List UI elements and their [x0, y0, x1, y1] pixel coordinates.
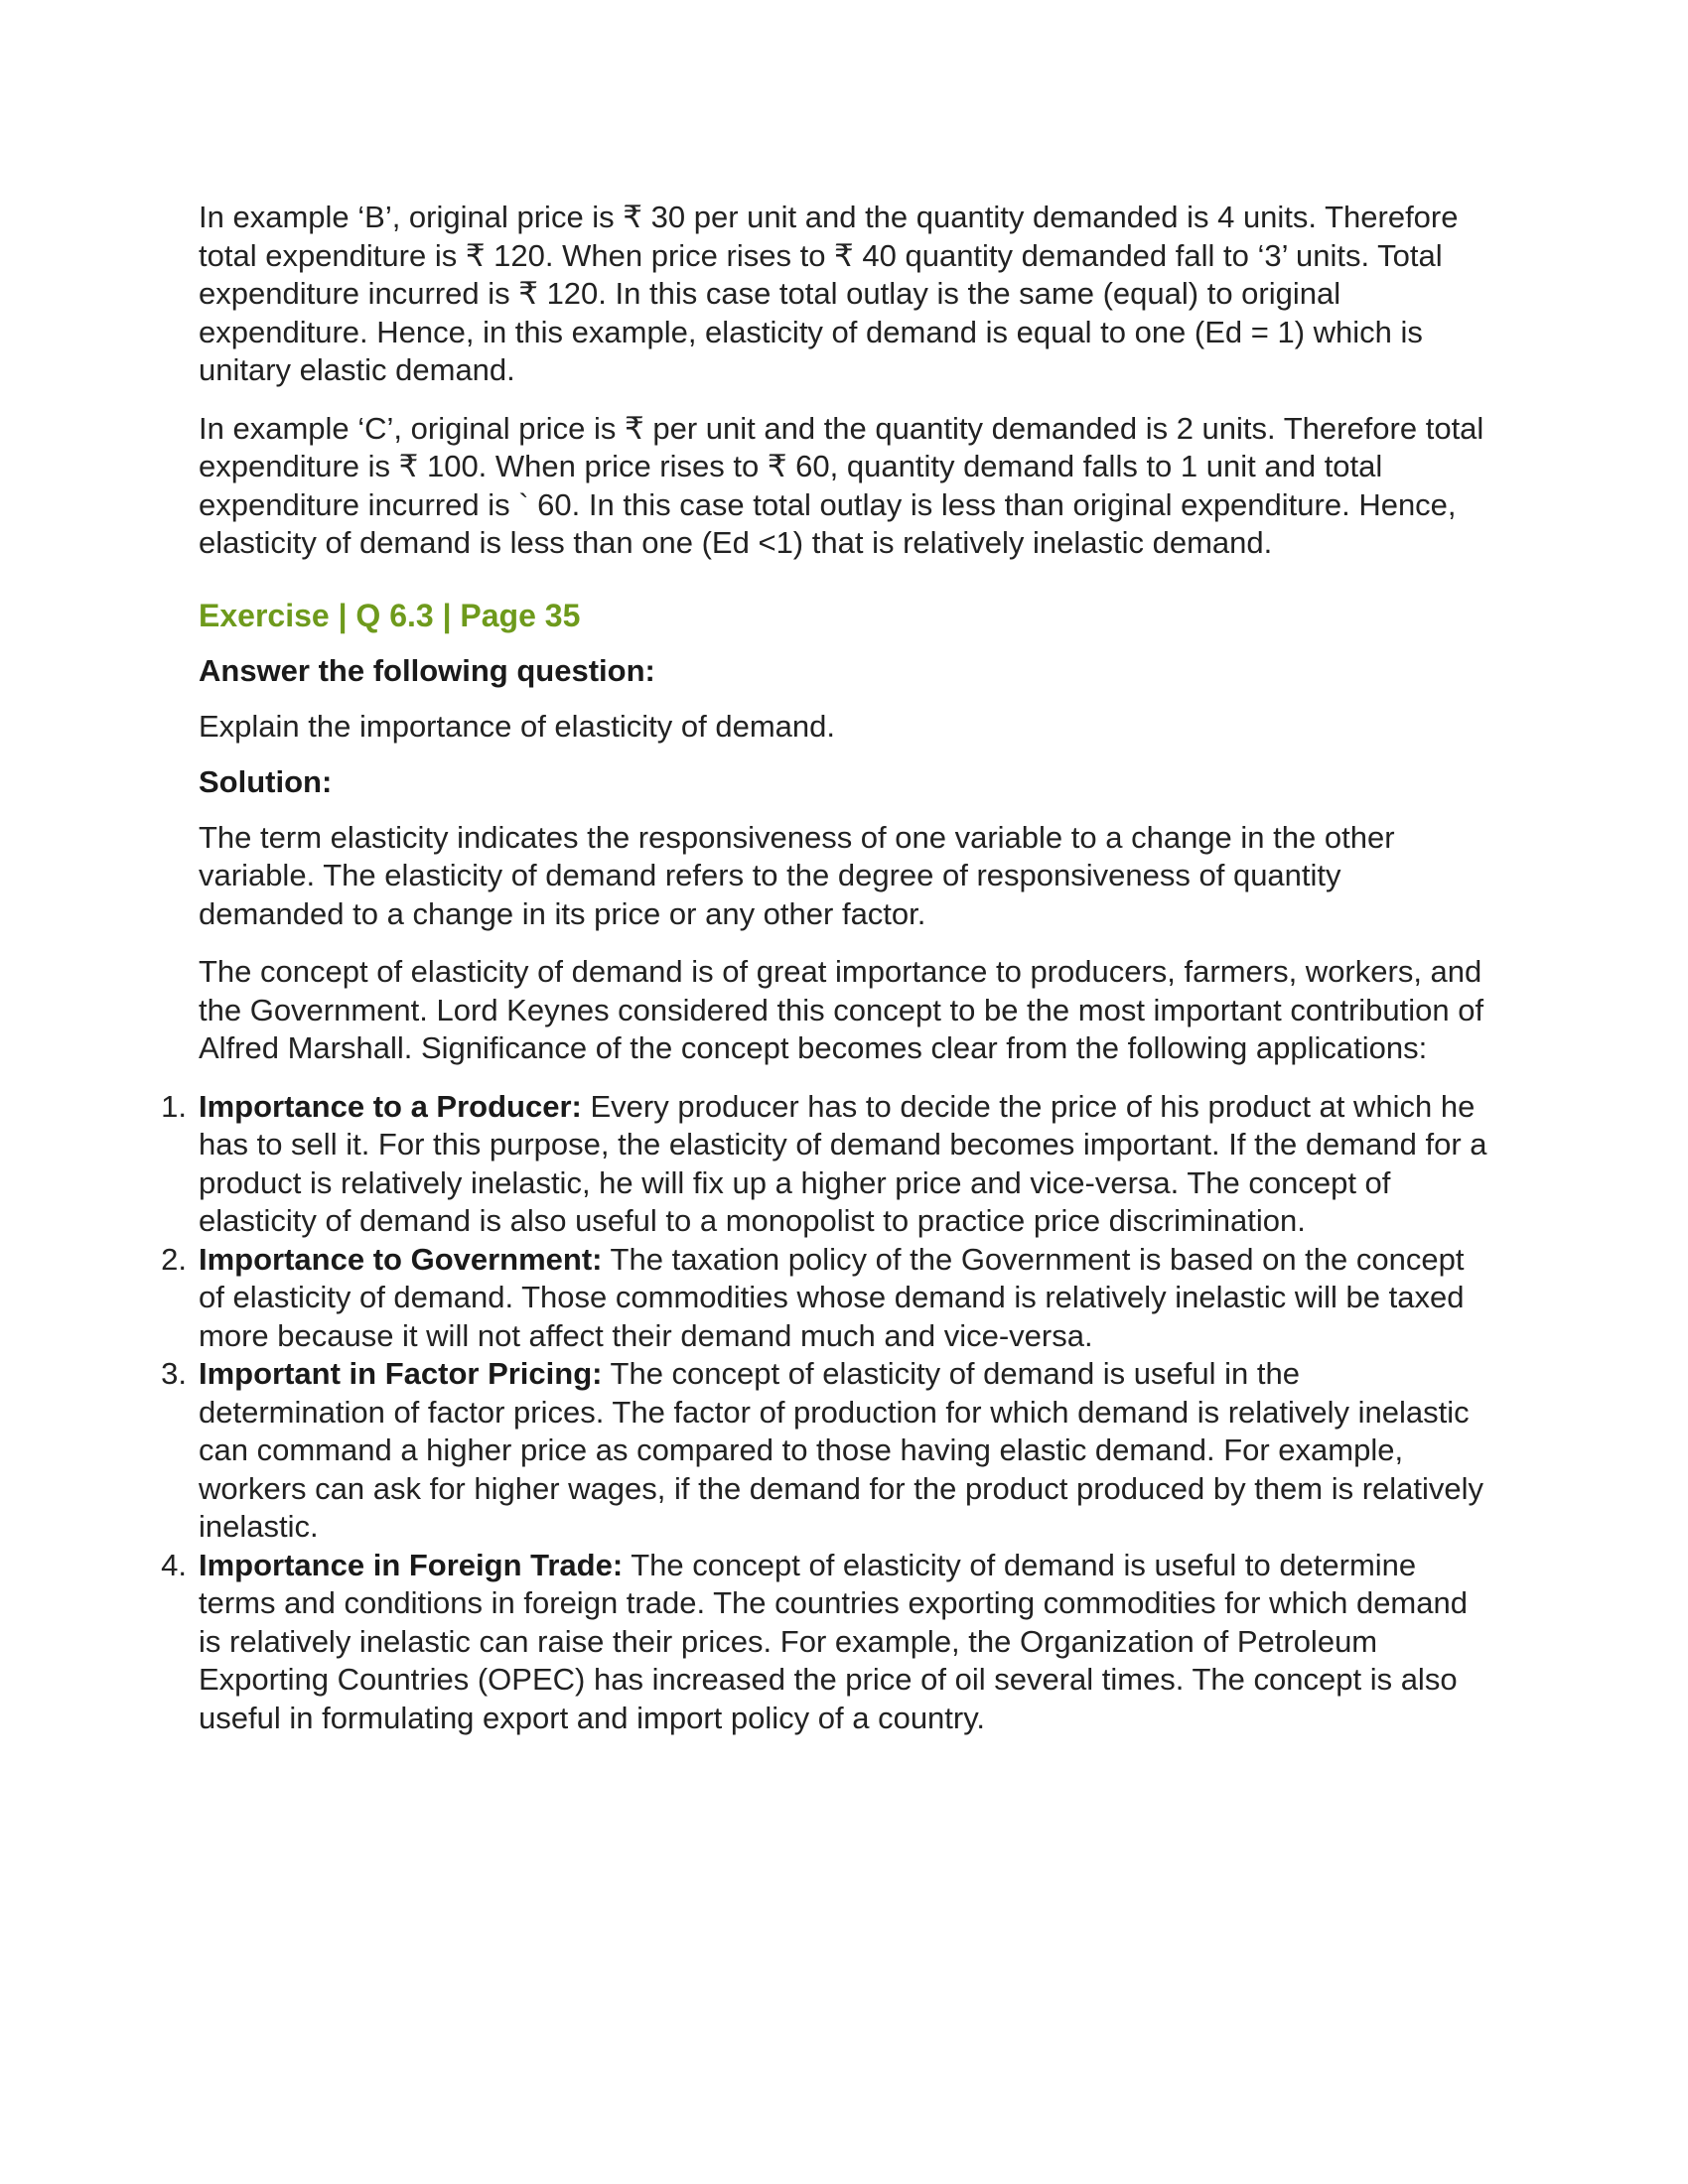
list-item	[161, 1355, 1489, 1547]
solution-paragraph-importance: The concept of elasticity of demand is of great importance to producers, farmers, workers, and the Government. Lord Keynes considered this concept to be the most important contribution of Alfred Marshall. Significance of the concept becomes clear from the following applications:	[199, 954, 1484, 1065]
list-item-number: 1.	[161, 1088, 187, 1124]
question-text: Explain the importance of elasticity of demand.	[199, 708, 836, 744]
solution-paragraph-definition: The term elasticity indicates the responsiveness of one variable to a change in the other variable. The elasticity of demand refers to the degree of responsiveness of quantity demanded to a change in its price or any other factor.	[199, 819, 1395, 931]
applications-list	[161, 1088, 1489, 1738]
list-item	[161, 1088, 1489, 1241]
list-item-text: Every producer has to decide the price of his product at which he has to sell it. For this purpose, the elasticity of demand becomes important. If the demand for a product is relatively inelastic, he will fix up a higher price and vice-versa. The concept of elasticity of demand is also useful to a monopolist to practice price discrimination.	[199, 1088, 1487, 1238]
list-item-term: Important in Factor Pricing:	[199, 1356, 603, 1391]
solution-heading: Solution:	[199, 763, 333, 799]
list-item-number: 4.	[161, 1547, 187, 1582]
list-item-number: 3.	[161, 1356, 187, 1391]
answer-heading: Answer the following question:	[199, 652, 655, 688]
list-item	[161, 1547, 1489, 1738]
list-item-text: The concept of elasticity of demand is useful to determine terms and conditions in foreign trade. The countries exporting commodities for which demand is relatively inelastic can raise their prices. For example, the Organization of Petroleum Exporting Countries (OPEC) has increased the price of oil several times. The concept is also useful in formulating export and import policy of a country.	[199, 1547, 1468, 1735]
list-item-number: 2.	[161, 1241, 187, 1277]
list-item-text: The taxation policy of the Government is based on the concept of elasticity of demand. Those commodities whose demand is relatively inelastic will be taxed more because it will not affect their demand much and vice-versa.	[199, 1241, 1465, 1353]
list-item-term: Importance to a Producer:	[199, 1088, 582, 1124]
document-page	[161, 199, 1489, 1737]
list-item	[161, 1241, 1489, 1356]
exercise-heading: Exercise | Q 6.3 | Page 35	[199, 597, 581, 633]
list-item-term: Importance in Foreign Trade:	[199, 1547, 624, 1582]
example-c-paragraph: In example ‘C’, original price is ₹ per unit and the quantity demanded is 2 units. Therefore total expenditure is ₹ 100. When price rises to ₹ 60, quantity demand falls to 1 unit and total expenditure incurred is ` 60. In this case total outlay is less than original expenditure. Hence, elasticity of demand is less than one (Ed <1) that is relatively inelastic demand.	[199, 410, 1484, 560]
example-b-paragraph: In example ‘B’, original price is ₹ 30 per unit and the quantity demanded is 4 units. Therefore total expenditure is ₹ 120. When price rises to ₹ 40 quantity demanded fall to ‘3’ units. Total expenditure incurred is ₹ 120. In this case total outlay is the same (equal) to original expenditure. Hence, in this example, elasticity of demand is equal to one (Ed = 1) which is unitary elastic demand.	[199, 200, 1459, 387]
list-item-text: The concept of elasticity of demand is useful in the determination of factor prices. The factor of production for which demand is relatively inelastic can command a higher price as compared to those having elastic demand. For example, workers can ask for higher wages, if the demand for the product produced by them is relatively inelastic.	[199, 1356, 1484, 1544]
list-item-term: Importance to Government:	[199, 1241, 603, 1277]
